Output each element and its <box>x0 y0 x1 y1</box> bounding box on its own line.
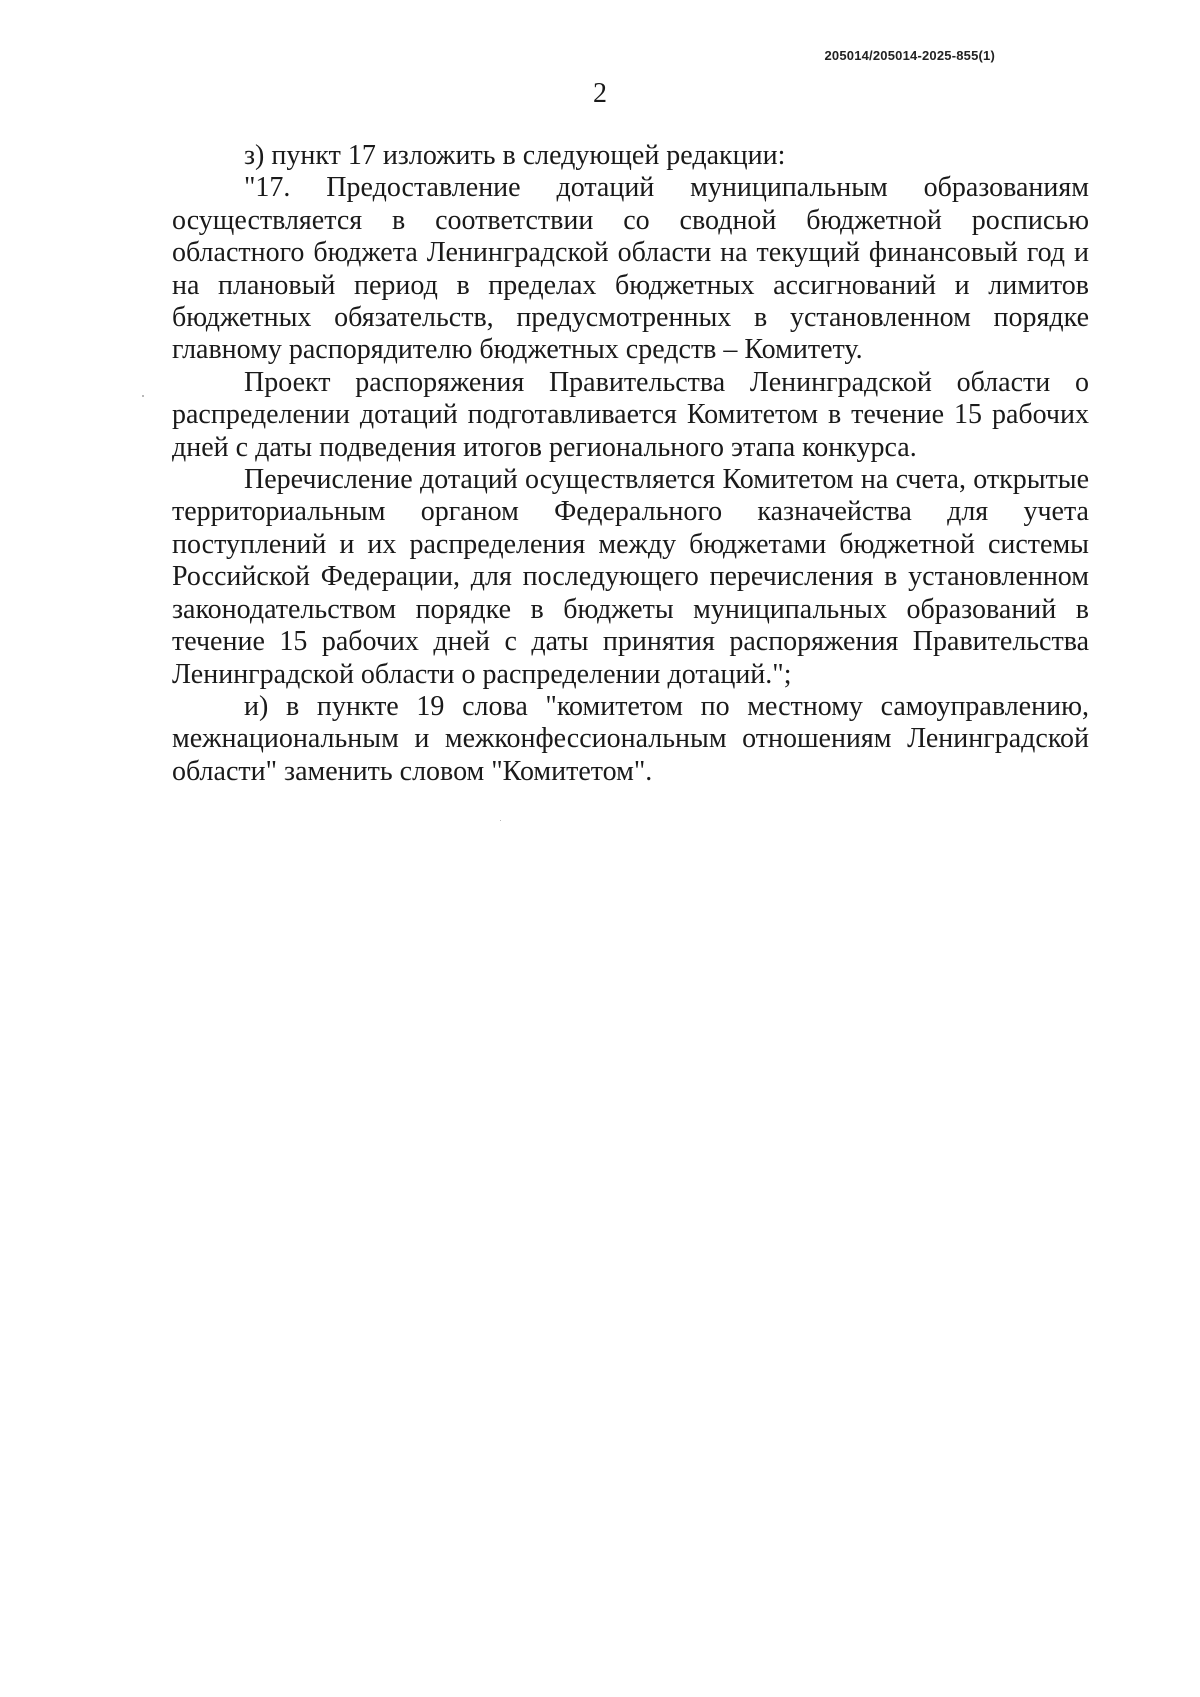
scan-artifact-mark <box>142 395 144 397</box>
paragraph-point-17: "17. Предоставление дотаций муниципальным образованиям осуществляется в соответствии со сводной бюджетной росписью областного бюджета Ленинградской области на текущий финансовый год и на плановый период в пределах бюджетных ассигнований и лимитов бюджетных обязательств, предусмотренных в установленном порядке главному распорядителю бюджетных средств – Комитету. <box>172 172 1089 366</box>
paragraph-item-i: и) в пункте 19 слова "комитетом по местному самоуправлению, межнациональным и межконфессиональным отношениям Ленинградской области" заменить словом "Комитетом". <box>172 690 1089 787</box>
scan-artifact-mark <box>500 820 501 821</box>
document-body <box>172 140 1089 788</box>
page-number: 2 <box>593 78 607 109</box>
paragraph-transfer: Перечисление дотаций осуществляется Комитетом на счета, открытые территориальным органом Федерального казначейства для учета поступлений и их распределения между бюджетами бюджетной системы Российской Федерации, для последующего перечисления в установленном законодательством порядке в бюджеты муниципальных образований в течение 15 рабочих дней с даты принятия распоряжения Правительства Ленинградской области о распределении дотаций."; <box>172 464 1089 690</box>
document-id: 205014/205014-2025-855(1) <box>824 48 995 63</box>
paragraph-item-z: з) пункт 17 изложить в следующей редакции: <box>244 140 786 171</box>
paragraph-draft-order: Проект распоряжения Правительства Ленинградской области о распределении дотаций подготавливается Комитетом в течение 15 рабочих дней с даты подведения итогов регионального этапа конкурса. <box>172 366 1089 463</box>
